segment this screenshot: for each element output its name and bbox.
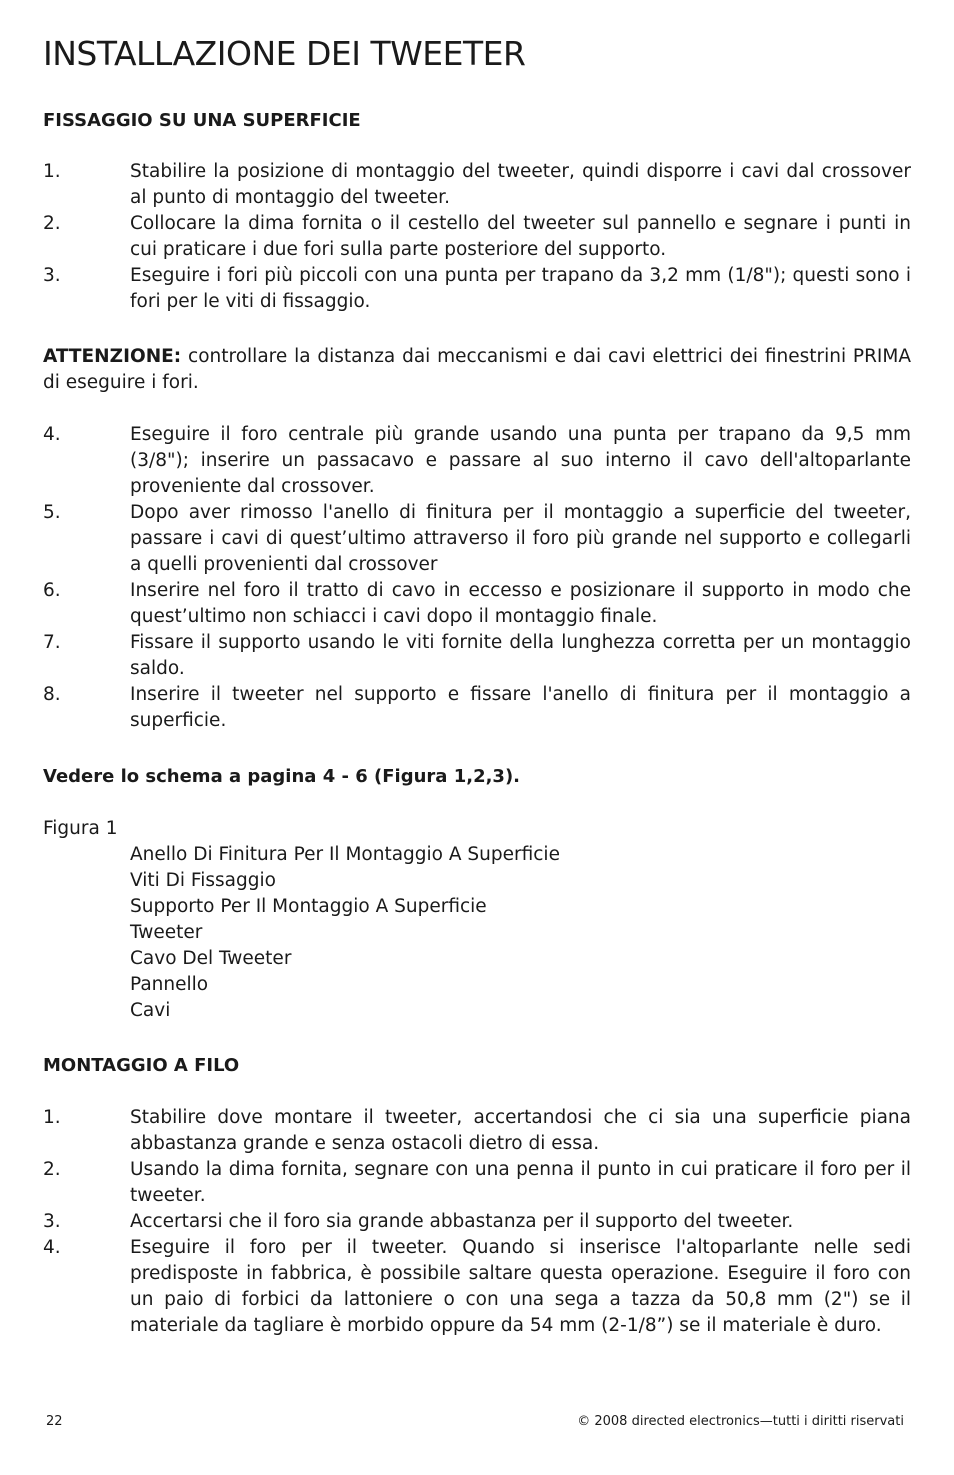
list-item [43, 630, 911, 682]
list-item [43, 159, 911, 211]
step-number: 1. [43, 161, 61, 182]
step-number: 2. [43, 1159, 61, 1180]
step-number: 3. [43, 265, 61, 286]
step-number: 4. [43, 1237, 61, 1258]
step-number: 4. [43, 424, 61, 445]
page-title: INSTALLAZIONE DEI TWEETER [43, 34, 526, 73]
figure-legend-item: Anello Di Finitura Per Il Montaggio A Superficie [130, 844, 560, 865]
step-text: Eseguire il foro centrale più grande usando una punta per trapano da 9,5 mm (3/8"); inserire un passacavo e passare al suo interno il cavo dell'altoparlante proveniente dal crossover. [130, 424, 911, 497]
warning-label: ATTENZIONE: [43, 346, 182, 367]
see-diagram-note: Vedere lo schema a pagina 4 - 6 (Figura 1,2,3). [43, 766, 521, 787]
step-number: 7. [43, 632, 61, 653]
figure-title: Figura 1 [43, 818, 118, 839]
figure-legend-item: Cavi [130, 1000, 171, 1021]
step-text: Collocare la dima fornita o il cestello del tweeter sul pannello e segnare i punti in cui praticare i due fori sulla parte posteriore del supporto. [130, 213, 911, 260]
list-item [43, 211, 911, 263]
step-text: Stabilire la posizione di montaggio del tweeter, quindi disporre i cavi dal crossover al punto di montaggio del tweeter. [130, 161, 911, 208]
list-item [43, 422, 911, 500]
step-text: Eseguire il foro per il tweeter. Quando si inserisce l'altoparlante nelle sedi predisposte in fabbrica, è possibile saltare questa operazione. Eseguire il foro con un paio di forbici da lattoniere o con una sega a tazza da 50,8 mm (2") se il materiale da tagliare è morbido oppure da 54 mm (2-1/8”) se il materiale è duro. [130, 1237, 911, 1336]
list-item [43, 1235, 911, 1339]
surface-mount-steps-a [43, 159, 911, 315]
step-number: 3. [43, 1211, 61, 1232]
step-text: Inserire nel foro il tratto di cavo in eccesso e posizionare il supporto in modo che quest’ultimo non schiacci i cavi dopo il montaggio finale. [130, 580, 911, 627]
list-item [43, 682, 911, 734]
step-number: 2. [43, 213, 61, 234]
step-text: Dopo aver rimosso l'anello di finitura per il montaggio a superficie del tweeter, passare i cavi di quest’ultimo attraverso il foro più grande nel supporto e collegarli a quelli provenienti dal crossover [130, 502, 911, 575]
step-text: Stabilire dove montare il tweeter, accertandosi che ci sia una superficie piana abbastanza grande e senza ostacoli dietro di essa. [130, 1107, 911, 1154]
figure-legend-item: Supporto Per Il Montaggio A Superficie [130, 896, 487, 917]
warning-text: controllare la distanza dai meccanismi e dai cavi elettrici dei finestrini PRIMA di eseguire i fori. [43, 346, 911, 393]
list-item [43, 500, 911, 578]
step-text: Accertarsi che il foro sia grande abbastanza per il supporto del tweeter. [130, 1211, 794, 1232]
step-text: Eseguire i fori più piccoli con una punta per trapano da 3,2 mm (1/8"); questi sono i fori per le viti di fissaggio. [130, 265, 911, 312]
step-text: Inserire il tweeter nel supporto e fissare l'anello di finitura per il montaggio a superficie. [130, 684, 911, 731]
figure-legend-item: Cavo Del Tweeter [130, 948, 292, 969]
figure-legend-item: Tweeter [130, 922, 203, 943]
list-item [43, 1157, 911, 1209]
step-number: 5. [43, 502, 61, 523]
step-number: 6. [43, 580, 61, 601]
list-item [43, 578, 911, 630]
list-item [43, 1209, 911, 1235]
figure-legend-item: Pannello [130, 974, 209, 995]
list-item [43, 263, 911, 315]
section-heading-flush-mount: MONTAGGIO A FILO [43, 1055, 240, 1076]
copyright-notice: © 2008 directed electronics—tutti i diritti riservati [577, 1414, 904, 1429]
flush-mount-steps [43, 1105, 911, 1339]
page-number: 22 [46, 1414, 63, 1429]
figure-legend [130, 842, 560, 1024]
list-item [43, 1105, 911, 1157]
surface-mount-steps-b [43, 422, 911, 734]
step-text: Fissare il supporto usando le viti fornite della lunghezza corretta per un montaggio saldo. [130, 632, 911, 679]
step-number: 1. [43, 1107, 61, 1128]
warning-note [43, 344, 911, 396]
step-text: Usando la dima fornita, segnare con una penna il punto in cui praticare il foro per il tweeter. [130, 1159, 911, 1206]
figure-legend-item: Viti Di Fissaggio [130, 870, 276, 891]
section-heading-surface-mount: FISSAGGIO SU UNA SUPERFICIE [43, 110, 361, 131]
step-number: 8. [43, 684, 61, 705]
